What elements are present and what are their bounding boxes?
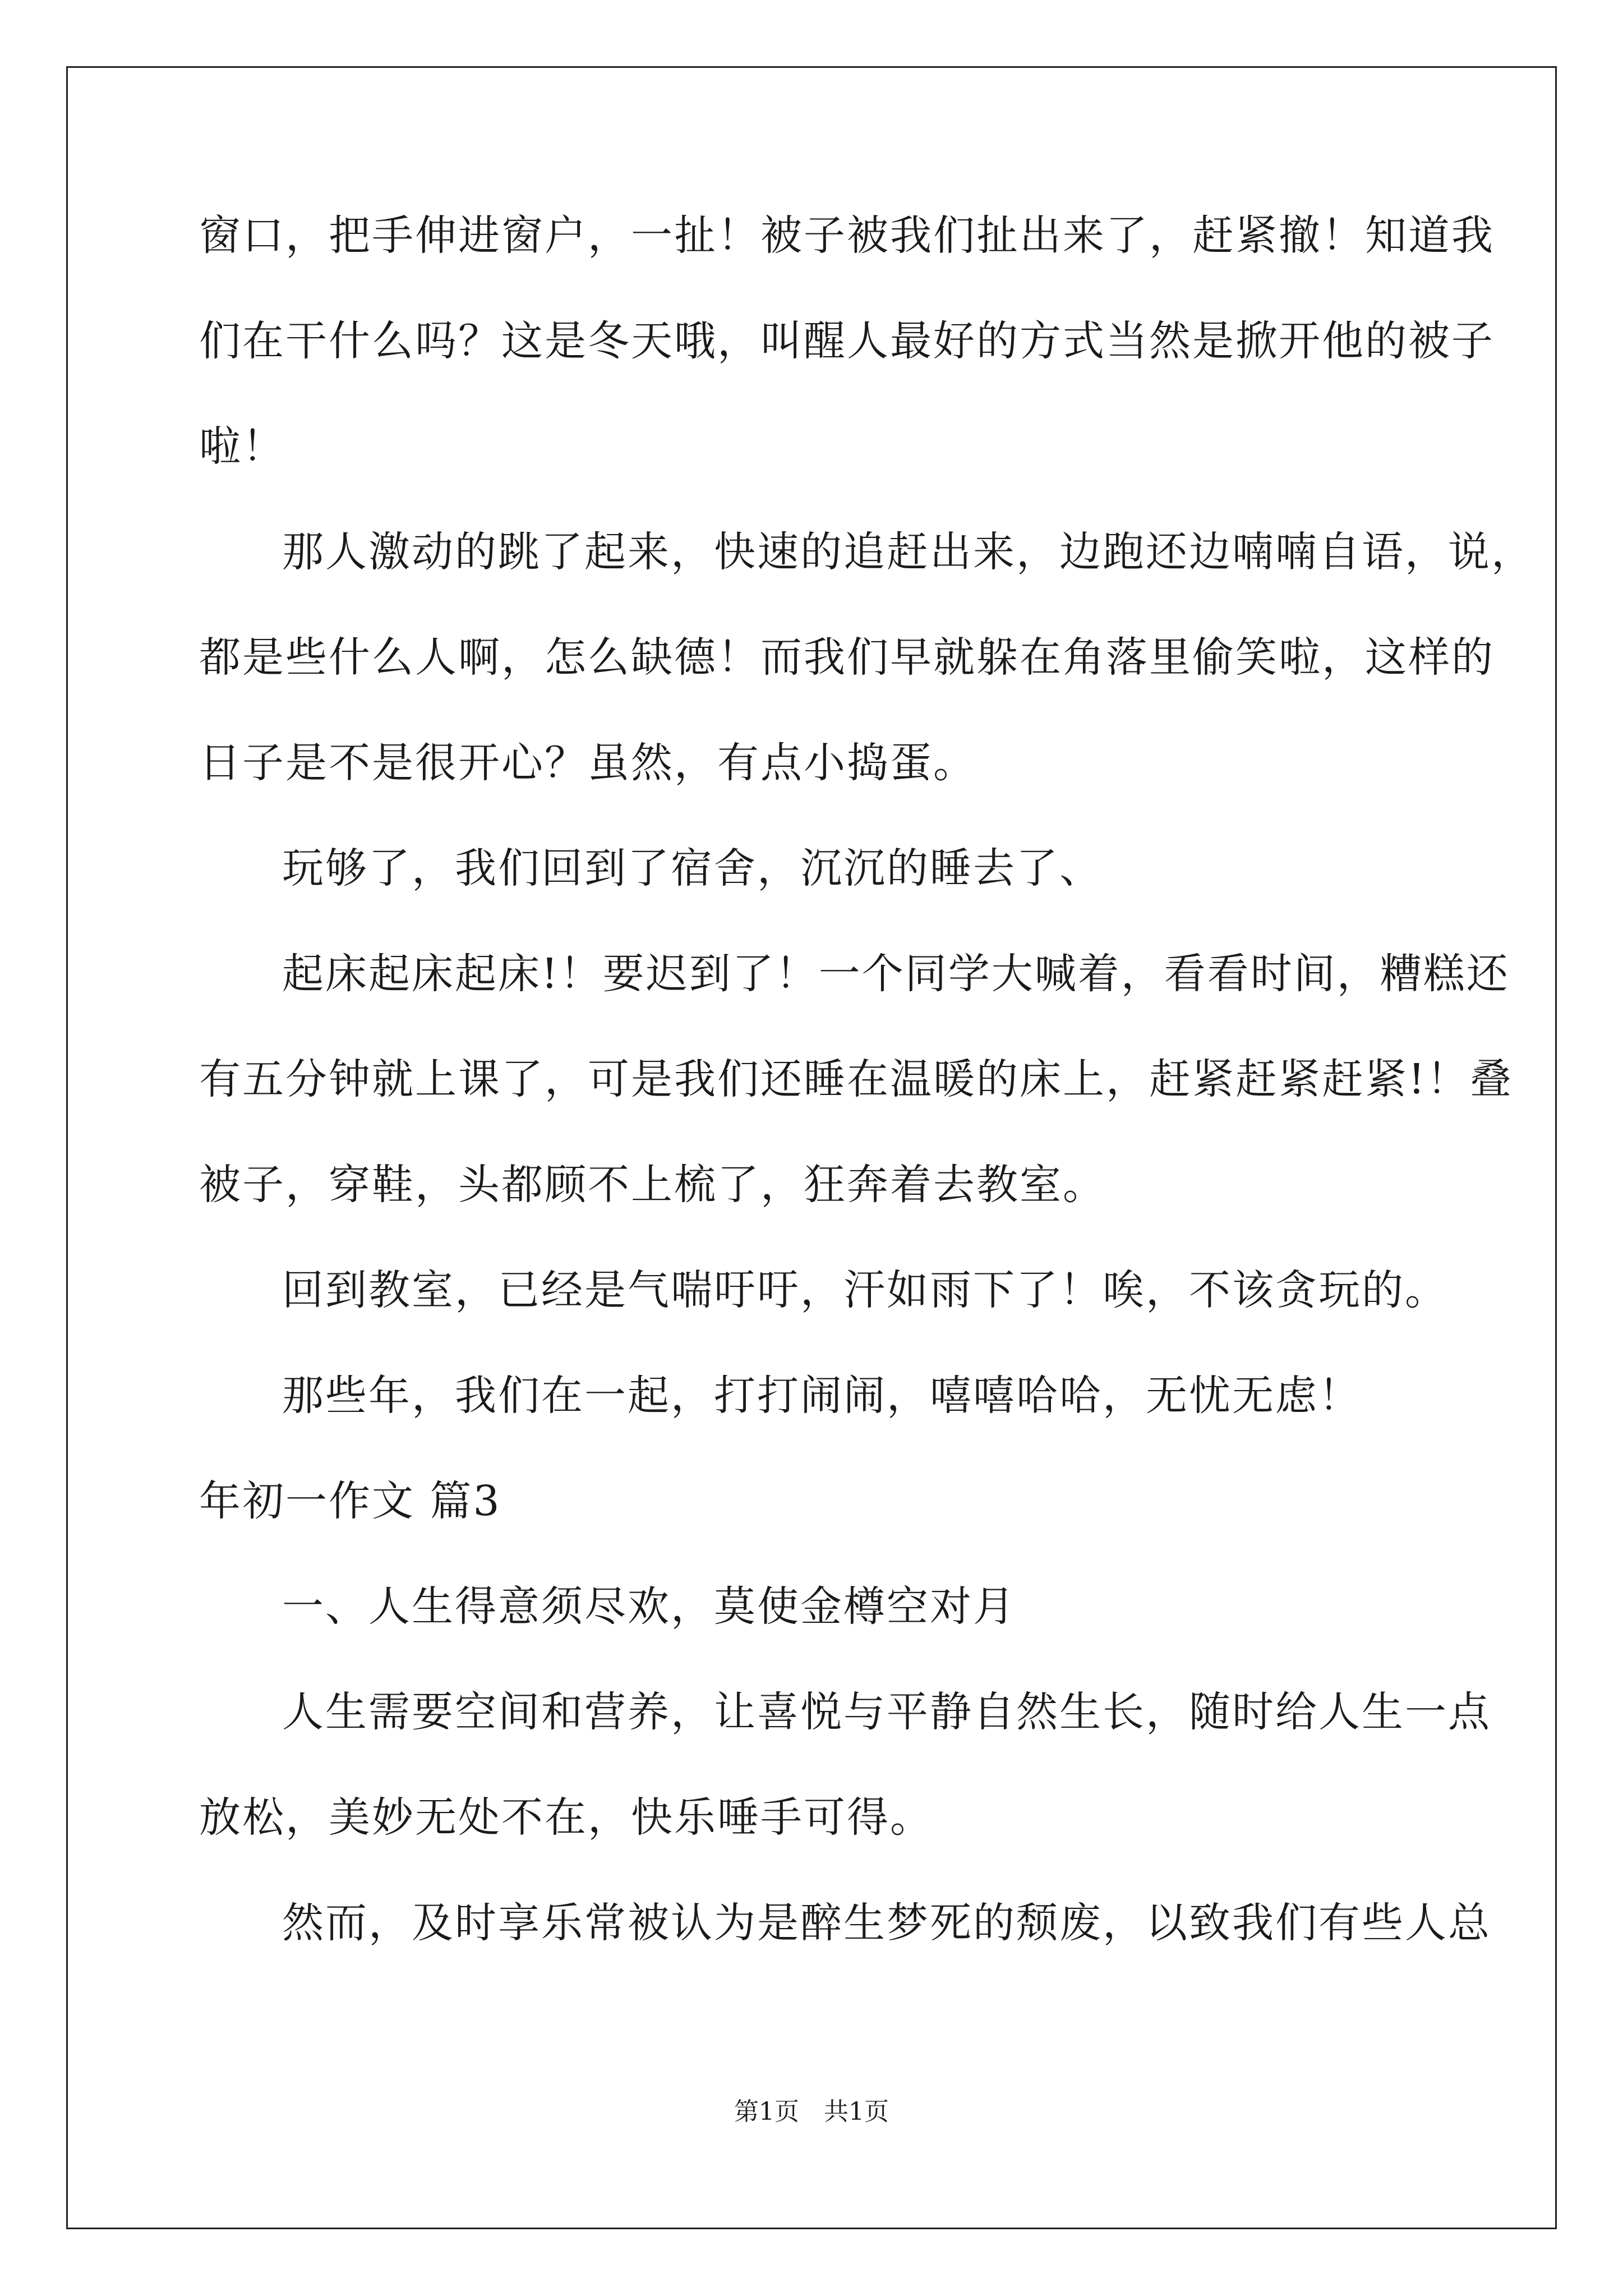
text-line: 起床起床起床!！要迟到了！一个同学大喊着，看看时间，糟糕还 bbox=[282, 950, 1510, 998]
text-line: 那些年，我们在一起，打打闹闹，嘻嘻哈哈，无忧无虑！ bbox=[282, 1372, 1362, 1420]
text-line: 有五分钟就上课了，可是我们还睡在温暖的床上，赶紧赶紧赶紧!！叠 bbox=[199, 1055, 1513, 1103]
text-line: 然而，及时享乐常被认为是醉生梦死的颓废，以致我们有些人总 bbox=[282, 1899, 1491, 1947]
page-footer bbox=[0, 2096, 1623, 2128]
text-line: 人生需要空间和营养，让喜悦与平静自然生长，随时给人生一点 bbox=[282, 1688, 1491, 1736]
text-line: 被子，穿鞋，头都顾不上梳了，狂奔着去教室。 bbox=[199, 1161, 1106, 1209]
text-line: 放松，美妙无处不在，快乐唾手可得。 bbox=[199, 1793, 933, 1842]
text-line: 都是些什么人啊，怎么缺德！而我们早就躲在角落里偷笑啦，这样的 bbox=[199, 633, 1495, 682]
text-line: 们在干什么吗？这是冬天哦，叫醒人最好的方式当然是掀开他的被子 bbox=[199, 317, 1495, 365]
page-total: 共1页 bbox=[824, 2097, 889, 2126]
page-number: 第1页 bbox=[734, 2097, 799, 2126]
text-line: 一、人生得意须尽欢，莫使金樽空对月 bbox=[282, 1582, 1016, 1631]
text-line: 窗口，把手伸进窗户，一扯！被子被我们扯出来了，赶紧撤！知道我 bbox=[199, 211, 1495, 260]
text-line: 那人激动的跳了起来，快速的追赶出来，边跑还边喃喃自语，说， bbox=[282, 528, 1534, 576]
text-line: 回到教室，已经是气喘吁吁，汗如雨下了！唉，不该贪玩的。 bbox=[282, 1266, 1448, 1314]
text-line: 玩够了，我们回到了宿舍，沉沉的睡去了、 bbox=[282, 844, 1103, 892]
section-heading: 年初一作文 篇3 bbox=[199, 1477, 501, 1525]
text-line: 日子是不是很开心？虽然，有点小捣蛋。 bbox=[199, 739, 976, 787]
text-line: 啦！ bbox=[199, 422, 285, 471]
